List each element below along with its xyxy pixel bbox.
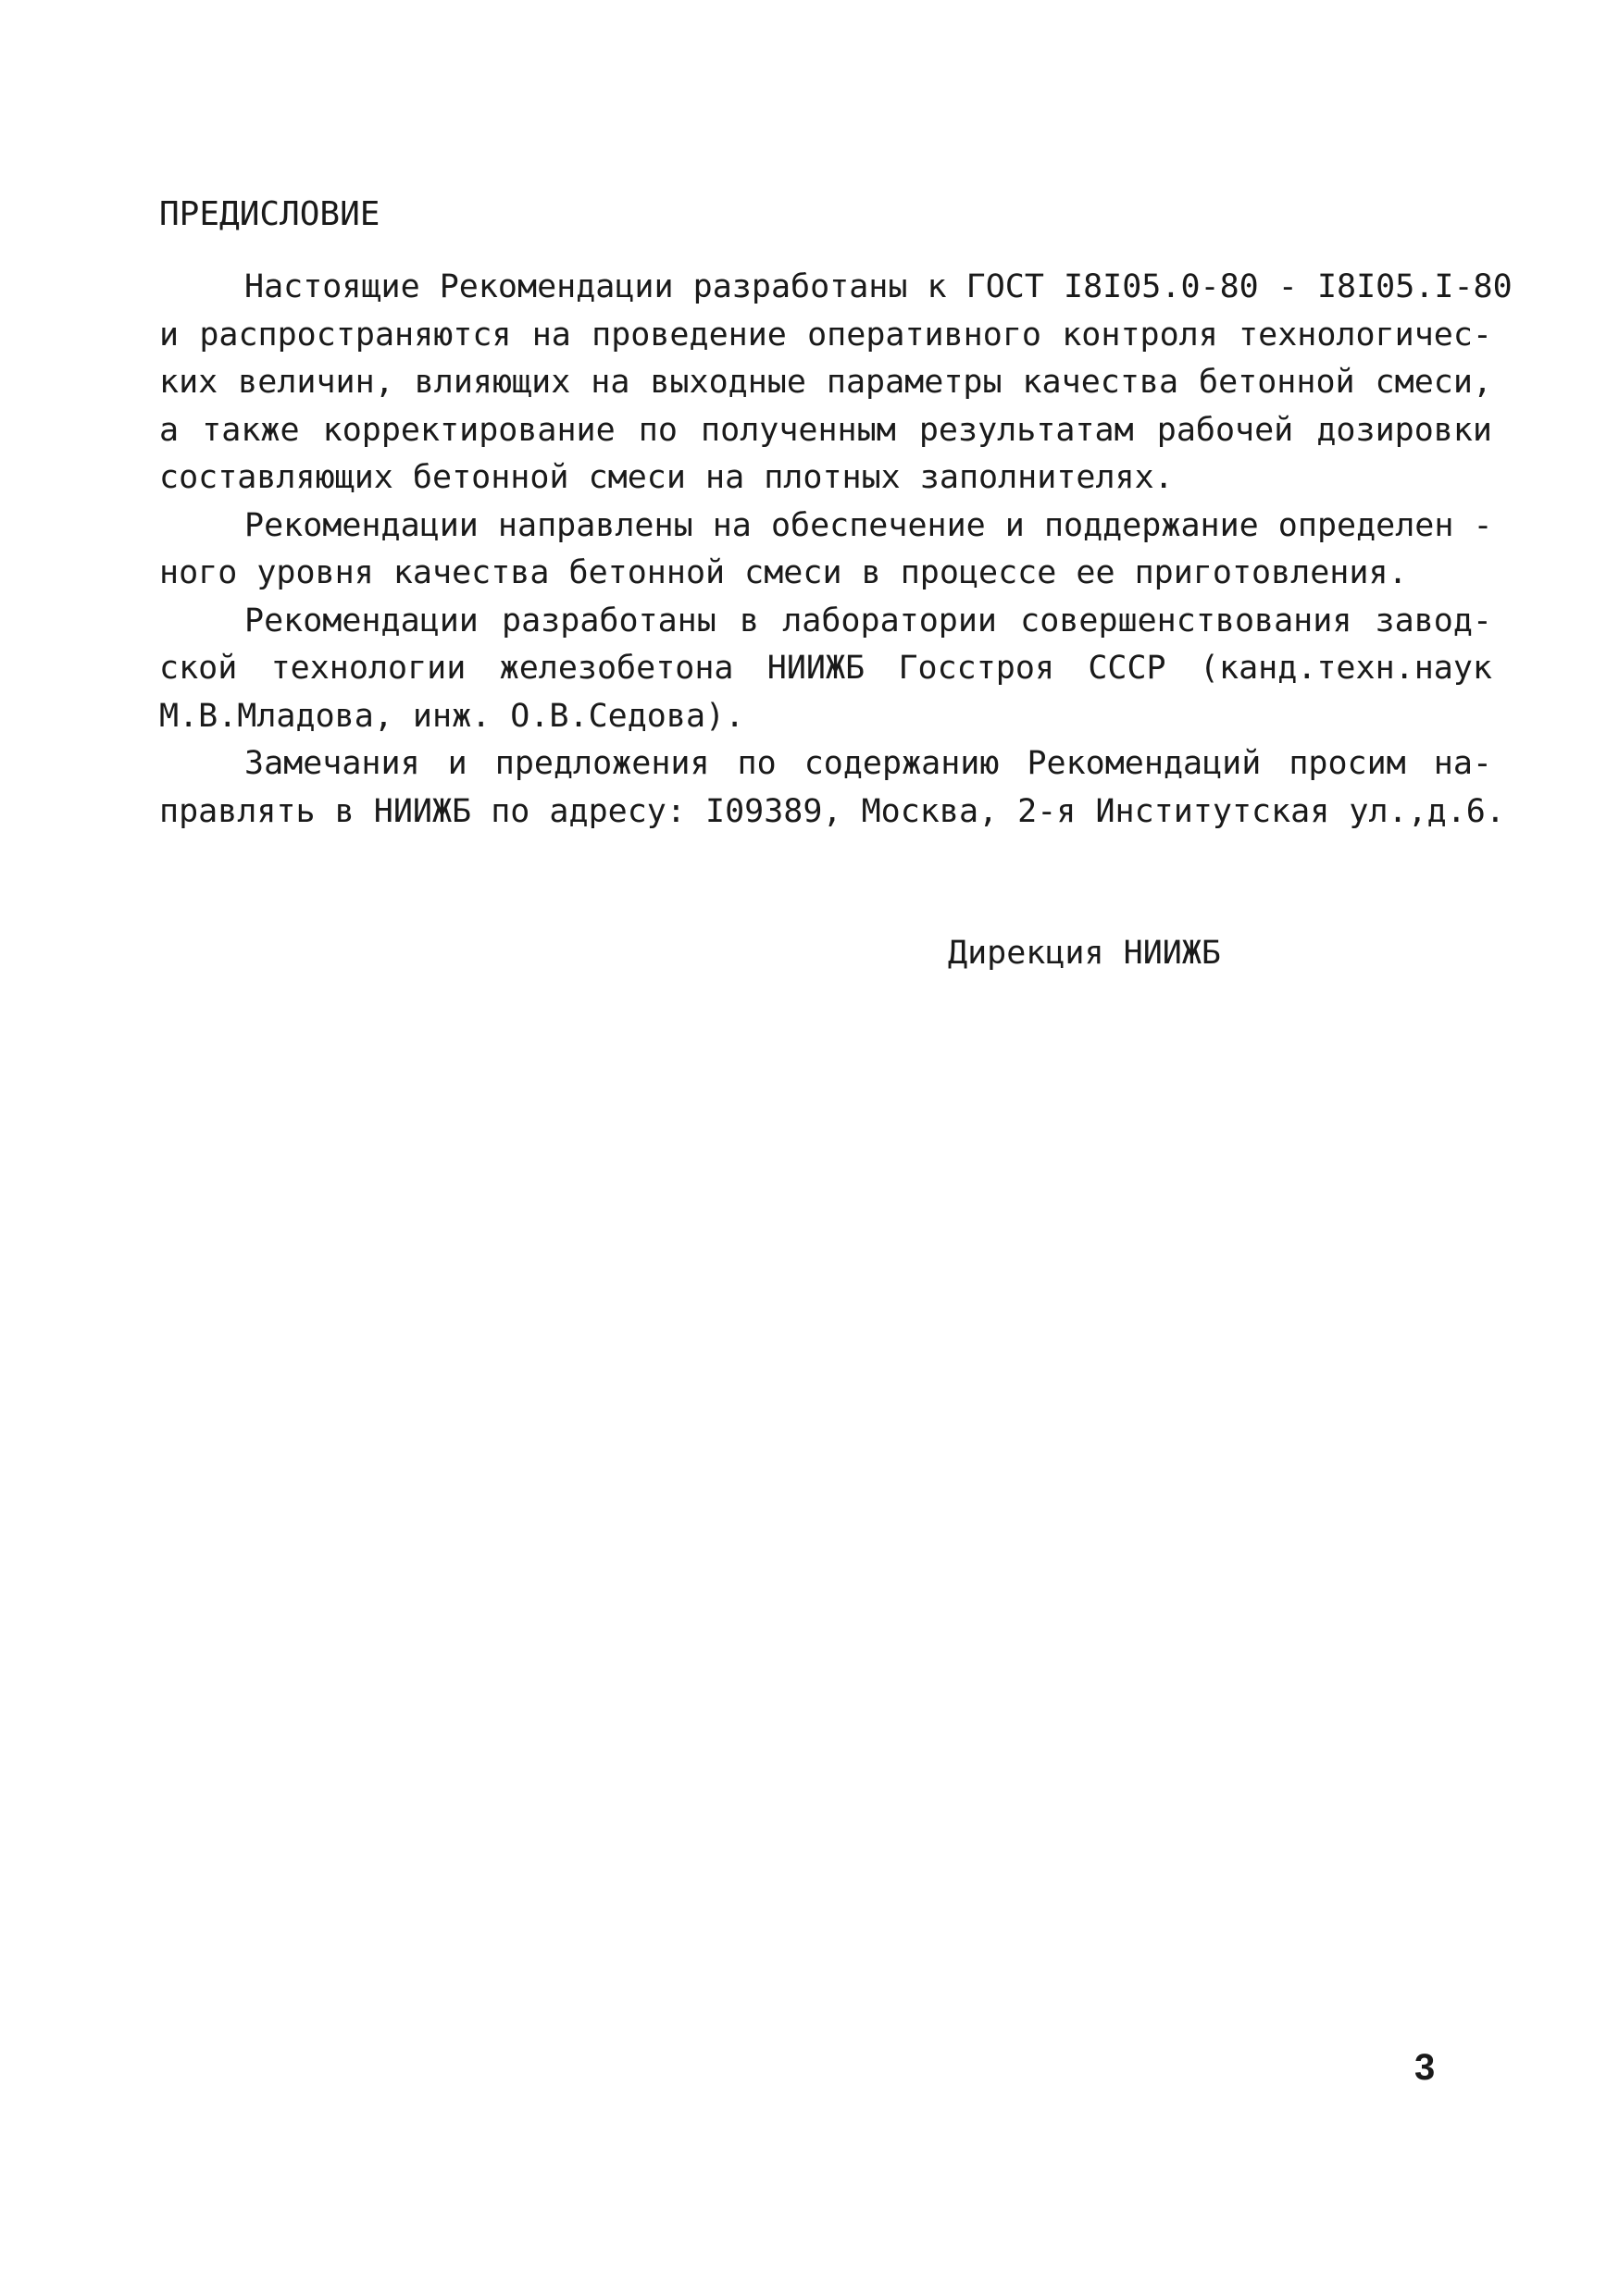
paragraph-1-line-4: а также корректирование по полученным результатам рабочей дозировки <box>159 411 1492 449</box>
paragraph-3-line-3: М.В.Младова, инж. О.В.Седова). <box>159 697 745 735</box>
paragraph-1-line-2: и распространяются на проведение оперативного контроля технологичес- <box>159 316 1492 354</box>
page-title: ПРЕДИСЛОВИЕ <box>159 195 380 233</box>
paragraph-3-line-1: Рекомендации разработаны в лаборатории совершенствования завод- <box>244 602 1492 639</box>
paragraph-1-line-3: ких величин, влияющих на выходные параметры качества бетонной смеси, <box>159 364 1492 401</box>
paragraph-4-line-1: Замечания и предложения по содержанию Рекомендаций просим на- <box>244 745 1492 782</box>
signature: Дирекция НИИЖБ <box>948 935 1222 972</box>
paragraph-1-line-1: Настоящие Рекомендации разработаны к ГОСТ I8I05.0-80 - I8I05.I-80 <box>244 268 1513 305</box>
paragraph-3-line-2: ской технологии железобетона НИИЖБ Госстроя СССР (канд.техн.наук <box>159 650 1492 687</box>
paragraph-2-line-2: ного уровня качества бетонной смеси в процессе ее приготовления. <box>159 554 1408 591</box>
paragraph-1-line-5: составляющих бетонной смеси на плотных заполнителях. <box>159 459 1174 496</box>
preface-body <box>159 264 1513 836</box>
page-number: 3 <box>1414 2047 1436 2088</box>
paragraph-4-line-2: правлять в НИИЖБ по адресу: I09389, Москва, 2-я Институтская ул.,д.6. <box>159 792 1505 830</box>
paragraph-2-line-1: Рекомендации направлены на обеспечение и поддержание определен - <box>244 506 1493 544</box>
